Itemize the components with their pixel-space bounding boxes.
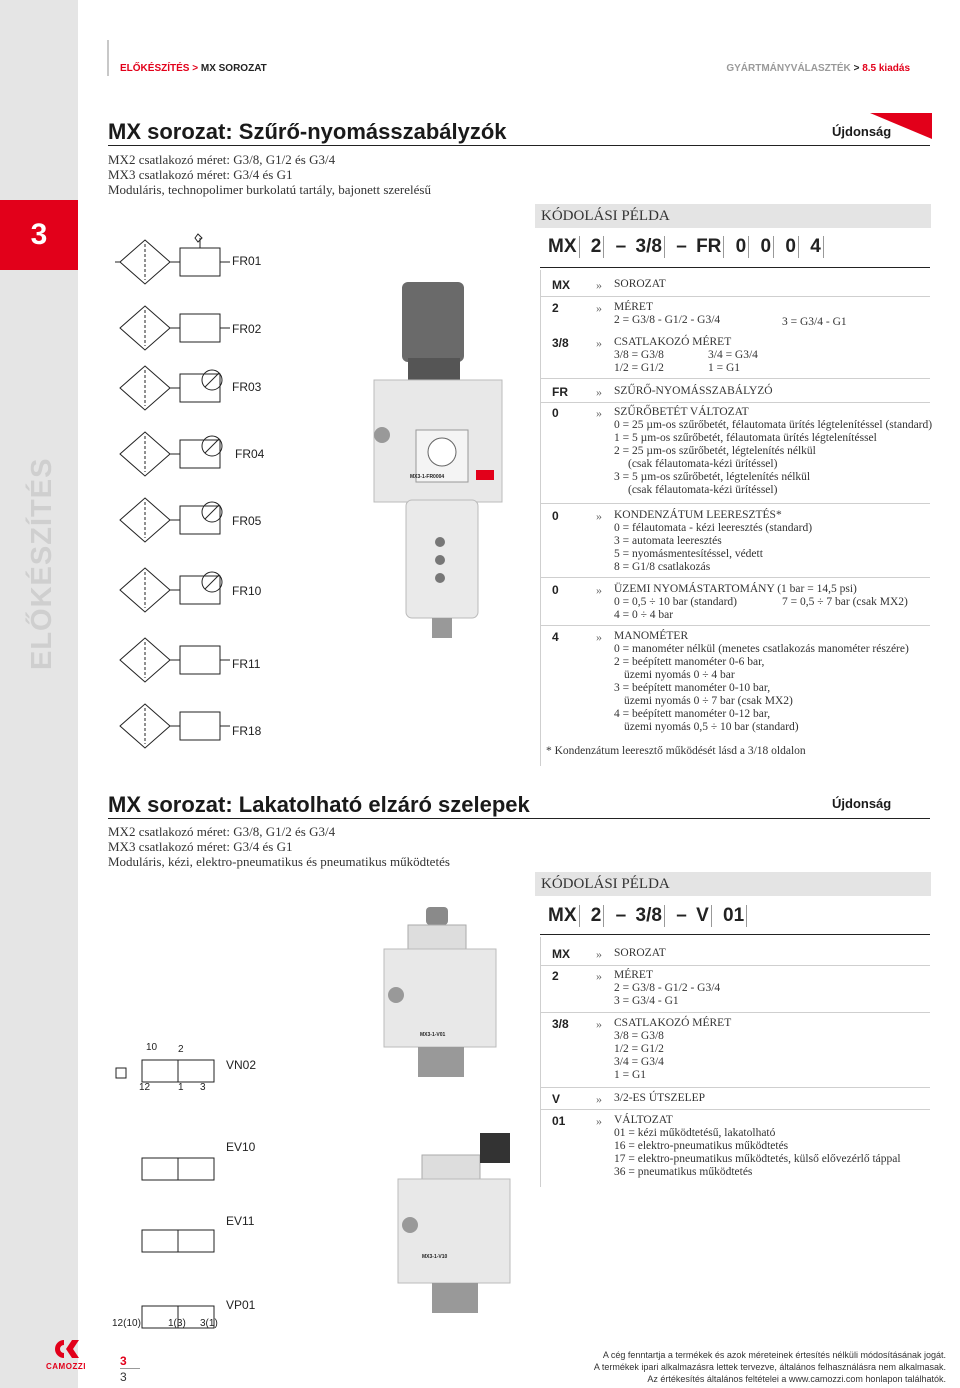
coding-key: 3/8 bbox=[552, 1017, 569, 1031]
symbol-label: FR02 bbox=[232, 322, 262, 336]
coding-key: MX bbox=[552, 947, 570, 961]
coding-line: 0 = 0,5 ÷ 10 bar (standard) bbox=[614, 596, 737, 608]
section1-line: MX2 csatlakozó méret: G3/8, G1/2 és G3/4 bbox=[108, 152, 336, 167]
coding-row bbox=[540, 969, 930, 1013]
section2-rule bbox=[108, 818, 930, 819]
product-label: MX3-1-FR0004 bbox=[410, 474, 445, 480]
coding-line: MÉRET bbox=[614, 301, 653, 313]
coding-row bbox=[540, 406, 933, 502]
coding-line: 4 = 0 ÷ 4 bar bbox=[614, 609, 674, 621]
coding-line: 17 = elektro-pneumatikus működtetés, külső elővezérlő táppal bbox=[614, 1153, 901, 1165]
breadcrumb bbox=[120, 63, 267, 74]
row-separator bbox=[540, 378, 930, 379]
catalog-name: GYÁRTMÁNYVÁLASZTÉK bbox=[726, 63, 851, 74]
coding-footnote: * Kondenzátum leeresztő működését lásd a 3/18 oldalon bbox=[546, 745, 806, 757]
section1-rule bbox=[108, 145, 930, 146]
coding-line: 3 = beépített manométer 0-10 bar, bbox=[614, 682, 771, 694]
row-separator bbox=[540, 965, 930, 966]
coding-key: 4 bbox=[552, 630, 559, 644]
coding-row bbox=[540, 509, 930, 579]
symbol-label: FR01 bbox=[232, 254, 262, 268]
code-part: 0 bbox=[761, 236, 775, 258]
coding-line: 5 = nyomásmentesítéssel, védett bbox=[614, 548, 763, 560]
coding-text bbox=[614, 301, 720, 327]
symbol-label: VN02 bbox=[226, 1058, 257, 1072]
coding-key: V bbox=[552, 1092, 561, 1106]
code-part: MX bbox=[548, 236, 580, 258]
section1-new-badge: Újdonság bbox=[832, 124, 892, 139]
solenoid-valve-product-image bbox=[392, 1125, 522, 1315]
filter-regulator-product-image bbox=[360, 280, 530, 640]
coding-text bbox=[614, 630, 909, 734]
symbol-label: VP01 bbox=[226, 1298, 256, 1312]
code-part: V bbox=[696, 905, 712, 927]
coding-line: 3/8 = G3/8 bbox=[614, 349, 664, 361]
coding-line: 0 = manométer nélkül (menetes csatlakozás manométer részére) bbox=[614, 643, 909, 655]
symbol-label: FR18 bbox=[232, 724, 262, 738]
coding-line: üzemi nyomás 0,5 ÷ 10 bar (standard) bbox=[624, 721, 799, 733]
row-guillemet: » bbox=[596, 1114, 602, 1128]
coding-key: 01 bbox=[552, 1114, 566, 1128]
code-part: – bbox=[615, 236, 627, 257]
coding-text bbox=[614, 1017, 731, 1082]
coding-example-code bbox=[548, 236, 830, 258]
coding-key: 2 bbox=[552, 301, 559, 315]
coding-line: 3/8 = G3/8 bbox=[614, 1030, 664, 1042]
vertical-section-label: ELŐKÉSZÍTÉS bbox=[26, 457, 58, 670]
code-part: FR bbox=[696, 236, 724, 258]
new-flag-icon bbox=[870, 113, 932, 139]
fr-symbols-drawing bbox=[115, 222, 315, 762]
code-part: – bbox=[676, 236, 687, 257]
coding-line: 3 = automata leeresztés bbox=[614, 535, 722, 547]
port-label: 3 bbox=[200, 1082, 206, 1093]
row-separator bbox=[540, 503, 930, 504]
coding-text bbox=[614, 1092, 705, 1105]
footer-note: A cég fenntartja a termékek és azok méreteinek értesítés nélküli módosításának jogát. bbox=[602, 1350, 946, 1360]
breadcrumb-prefix[interactable]: ELŐKÉSZÍTÉS bbox=[120, 63, 190, 74]
section1-description bbox=[108, 152, 431, 197]
coding-key: FR bbox=[552, 385, 568, 399]
coding-row bbox=[540, 336, 930, 378]
code-part: 0 bbox=[736, 236, 750, 258]
coding-line: 3/4 = G3/4 bbox=[708, 349, 758, 361]
coding-line: VÁLTOZAT bbox=[614, 1114, 673, 1126]
section2-description bbox=[108, 824, 450, 869]
coding-line: SZŰRŐBETÉT VÁLTOZAT bbox=[614, 406, 749, 418]
coding-row bbox=[540, 1092, 930, 1110]
coding-key: 2 bbox=[552, 969, 559, 983]
port-label: 12 bbox=[139, 1082, 151, 1093]
coding-line: üzemi nyomás 0 ÷ 4 bar bbox=[624, 669, 735, 681]
row-separator bbox=[540, 577, 930, 578]
code-part: 2 bbox=[591, 905, 605, 927]
section2-line: MX2 csatlakozó méret: G3/8, G1/2 és G3/4 bbox=[108, 824, 336, 839]
row-guillemet: » bbox=[596, 385, 602, 399]
coding-line: 2 = beépített manométer 0-6 bar, bbox=[614, 656, 765, 668]
coding-text bbox=[614, 1114, 901, 1179]
coding-line: üzemi nyomás 0 ÷ 7 bar (csak MX2) bbox=[624, 695, 793, 707]
coding-key: 3/8 bbox=[552, 336, 569, 350]
page-chapter-number: 3 bbox=[120, 1354, 127, 1368]
code-part: – bbox=[676, 905, 687, 926]
footer-note: Az értékesítés általános feltételei a www.camozzi.com honlapon találhatók. bbox=[647, 1374, 946, 1384]
coding-line: 3 = G3/4 - G1 bbox=[614, 995, 679, 1007]
section2-line: Moduláris, kézi, elektro-pneumatikus és pneumatikus működtetés bbox=[108, 854, 450, 869]
breadcrumb-current: MX SOROZAT bbox=[200, 63, 267, 74]
coding-row bbox=[540, 583, 930, 627]
row-guillemet: » bbox=[596, 947, 602, 961]
coding-line: 0 = 25 µm-os szűrőbetét, félautomata ürítés légtelenítéssel (standard) bbox=[614, 419, 933, 431]
row-guillemet: » bbox=[596, 969, 602, 983]
coding-line: 0 = félautomata - kézi leeresztés (standard) bbox=[614, 522, 813, 534]
coding-line: KONDENZÁTUM LEERESZTÉS* bbox=[614, 509, 782, 521]
coding-line: 1/2 = G1/2 bbox=[614, 362, 664, 374]
coding-line-right: 7 = 0,5 ÷ 7 bar (csak MX2) bbox=[782, 596, 908, 608]
fr-symbol-list bbox=[115, 222, 315, 762]
row-guillemet: » bbox=[596, 1092, 602, 1106]
code-part: 3/8 bbox=[636, 905, 665, 927]
code-part: MX bbox=[548, 905, 580, 927]
coding-line: MANOMÉTER bbox=[614, 630, 689, 642]
code-part: 4 bbox=[810, 236, 824, 258]
coding-line: 4 = beépített manométer 0-12 bar, bbox=[614, 708, 771, 720]
coding-line-right: 3 = G3/4 - G1 bbox=[782, 316, 847, 328]
code-part: 2 bbox=[591, 236, 605, 258]
catalog-label bbox=[726, 63, 910, 74]
symbol-label: EV11 bbox=[226, 1214, 255, 1228]
row-separator bbox=[540, 1109, 930, 1110]
port-label: 12(10) bbox=[112, 1318, 141, 1329]
coding-text bbox=[614, 969, 720, 1008]
code-part: 0 bbox=[785, 236, 799, 258]
catalog-separator: > bbox=[853, 63, 860, 74]
code-part: 01 bbox=[723, 905, 747, 927]
row-separator bbox=[540, 625, 930, 626]
footer-note: A termékek ipari alkalmazásra lettek tervezve, általános felhasználásra nem alkalmasak. bbox=[593, 1362, 946, 1372]
coding-line: 8 = G1/8 csatlakozás bbox=[614, 561, 711, 573]
camozzi-logo-icon[interactable] bbox=[50, 1338, 94, 1360]
row-guillemet: » bbox=[596, 1017, 602, 1031]
coding-text bbox=[614, 947, 666, 960]
coding-text bbox=[614, 385, 773, 398]
product-label: MX3-1-V10 bbox=[422, 1254, 448, 1260]
section1-line: Moduláris, technopolimer burkolatú tartály, bajonett szerelésű bbox=[108, 182, 431, 197]
row-guillemet: » bbox=[596, 336, 602, 350]
symbol-label: FR10 bbox=[232, 584, 262, 598]
coding-heading: KÓDOLÁSI PÉLDA bbox=[535, 204, 931, 228]
code-part: – bbox=[615, 905, 627, 926]
coding-line: 3/4 = G3/4 bbox=[614, 1056, 664, 1068]
coding-line: SOROZAT bbox=[614, 278, 666, 290]
coding-key: 0 bbox=[552, 583, 559, 597]
port-label: 3(1) bbox=[200, 1318, 218, 1329]
row-separator bbox=[540, 402, 930, 403]
section2-line: MX3 csatlakozó méret: G3/4 és G1 bbox=[108, 839, 293, 854]
coding-line: 1 = G1 bbox=[614, 1069, 647, 1081]
symbol-label: EV10 bbox=[226, 1140, 256, 1154]
coding-line: 2 = G3/8 - G1/2 - G3/4 bbox=[614, 314, 721, 326]
coding-line: 1/2 = G1/2 bbox=[614, 1043, 664, 1055]
coding-text bbox=[614, 509, 812, 574]
page-number-divider bbox=[120, 1368, 140, 1369]
coding-line: MÉRET bbox=[614, 969, 653, 981]
coding-row bbox=[540, 1017, 930, 1087]
coding-line: (csak félautomata-kézi ürítéssel) bbox=[628, 484, 778, 496]
coding-line: 1 = G1 bbox=[708, 362, 741, 374]
header-divider bbox=[107, 40, 109, 76]
section1-title: MX sorozat: Szűrő-nyomásszabályzók bbox=[108, 119, 507, 144]
coding-line: (csak félautomata-kézi ürítéssel) bbox=[628, 458, 778, 470]
coding-line: SOROZAT bbox=[614, 947, 666, 959]
coding-text bbox=[614, 278, 666, 291]
coding-example-code bbox=[548, 905, 753, 927]
coding-text-right bbox=[708, 349, 758, 375]
coding-key: 0 bbox=[552, 509, 559, 523]
coding-row bbox=[540, 630, 930, 740]
coding-row bbox=[540, 1114, 930, 1184]
coding-key: MX bbox=[552, 278, 570, 292]
row-guillemet: » bbox=[596, 583, 602, 597]
section1-line: MX3 csatlakozó méret: G3/4 és G1 bbox=[108, 167, 293, 182]
symbol-label: FR05 bbox=[232, 514, 262, 528]
coding-line: 3 = 5 µm-os szűrőbetét, légtelenítés nélkül bbox=[614, 471, 811, 483]
row-guillemet: » bbox=[596, 278, 602, 292]
coding-heading: KÓDOLÁSI PÉLDA bbox=[535, 872, 931, 896]
row-guillemet: » bbox=[596, 406, 602, 420]
coding-line: 2 = G3/8 - G1/2 - G3/4 bbox=[614, 982, 721, 994]
camozzi-logo-text[interactable]: CAMOZZI bbox=[46, 1362, 86, 1371]
row-separator bbox=[540, 296, 930, 297]
footer-notes bbox=[594, 1349, 946, 1385]
lockable-valve-product-image bbox=[378, 905, 508, 1080]
coding-line: CSATLAKOZÓ MÉRET bbox=[614, 336, 732, 348]
product-label: MX3-1-V01 bbox=[420, 1032, 446, 1038]
coding-text bbox=[614, 406, 932, 497]
page-number: 3 bbox=[120, 1370, 127, 1384]
coding-row bbox=[540, 301, 930, 331]
coding-line: SZŰRŐ-NYOMÁSSZABÁLYZÓ bbox=[614, 385, 773, 397]
chapter-tab[interactable]: 3 bbox=[0, 200, 78, 270]
port-label: 10 bbox=[146, 1042, 158, 1053]
symbol-label: FR03 bbox=[232, 380, 262, 394]
section2-title: MX sorozat: Lakatolható elzáró szelepek bbox=[108, 792, 530, 817]
code-part: 3/8 bbox=[636, 236, 665, 258]
breadcrumb-separator: > bbox=[192, 63, 199, 74]
row-separator bbox=[540, 1012, 930, 1013]
coding-line: 16 = elektro-pneumatikus működtetés bbox=[614, 1140, 789, 1152]
row-guillemet: » bbox=[596, 630, 602, 644]
coding-line: 01 = kézi működtetésű, lakatolható bbox=[614, 1127, 776, 1139]
port-label: 1(3) bbox=[168, 1318, 186, 1329]
symbol-label: FR11 bbox=[232, 657, 261, 671]
coding-line: CSATLAKOZÓ MÉRET bbox=[614, 1017, 732, 1029]
coding-key: 0 bbox=[552, 406, 559, 420]
section2-new-badge: Újdonság bbox=[832, 796, 892, 811]
symbol-label: FR04 bbox=[235, 447, 265, 461]
coding-line: 1 = 5 µm-os szűrőbetét, félautomata ürítés légtelenítéssel bbox=[614, 432, 877, 444]
coding-row bbox=[540, 278, 930, 298]
coding-line: 3/2-ES ÚTSZELEP bbox=[614, 1092, 706, 1104]
coding-line: ÜZEMI NYOMÁSTARTOMÁNY (1 bar = 14,5 psi) bbox=[614, 583, 857, 595]
port-label: 1 bbox=[178, 1082, 184, 1093]
port-label: 2 bbox=[178, 1044, 184, 1055]
row-guillemet: » bbox=[596, 509, 602, 523]
row-separator bbox=[540, 1087, 930, 1088]
row-guillemet: » bbox=[596, 301, 602, 315]
coding-rule bbox=[540, 267, 930, 268]
coding-row bbox=[540, 947, 930, 965]
catalog-edition: 8.5 kiadás bbox=[862, 63, 910, 74]
coding-rule bbox=[540, 934, 930, 935]
coding-line: 2 = 25 µm-os szűrőbetét, légtelenítés nélkül bbox=[614, 445, 816, 457]
coding-line: 36 = pneumatikus működtetés bbox=[614, 1166, 753, 1178]
